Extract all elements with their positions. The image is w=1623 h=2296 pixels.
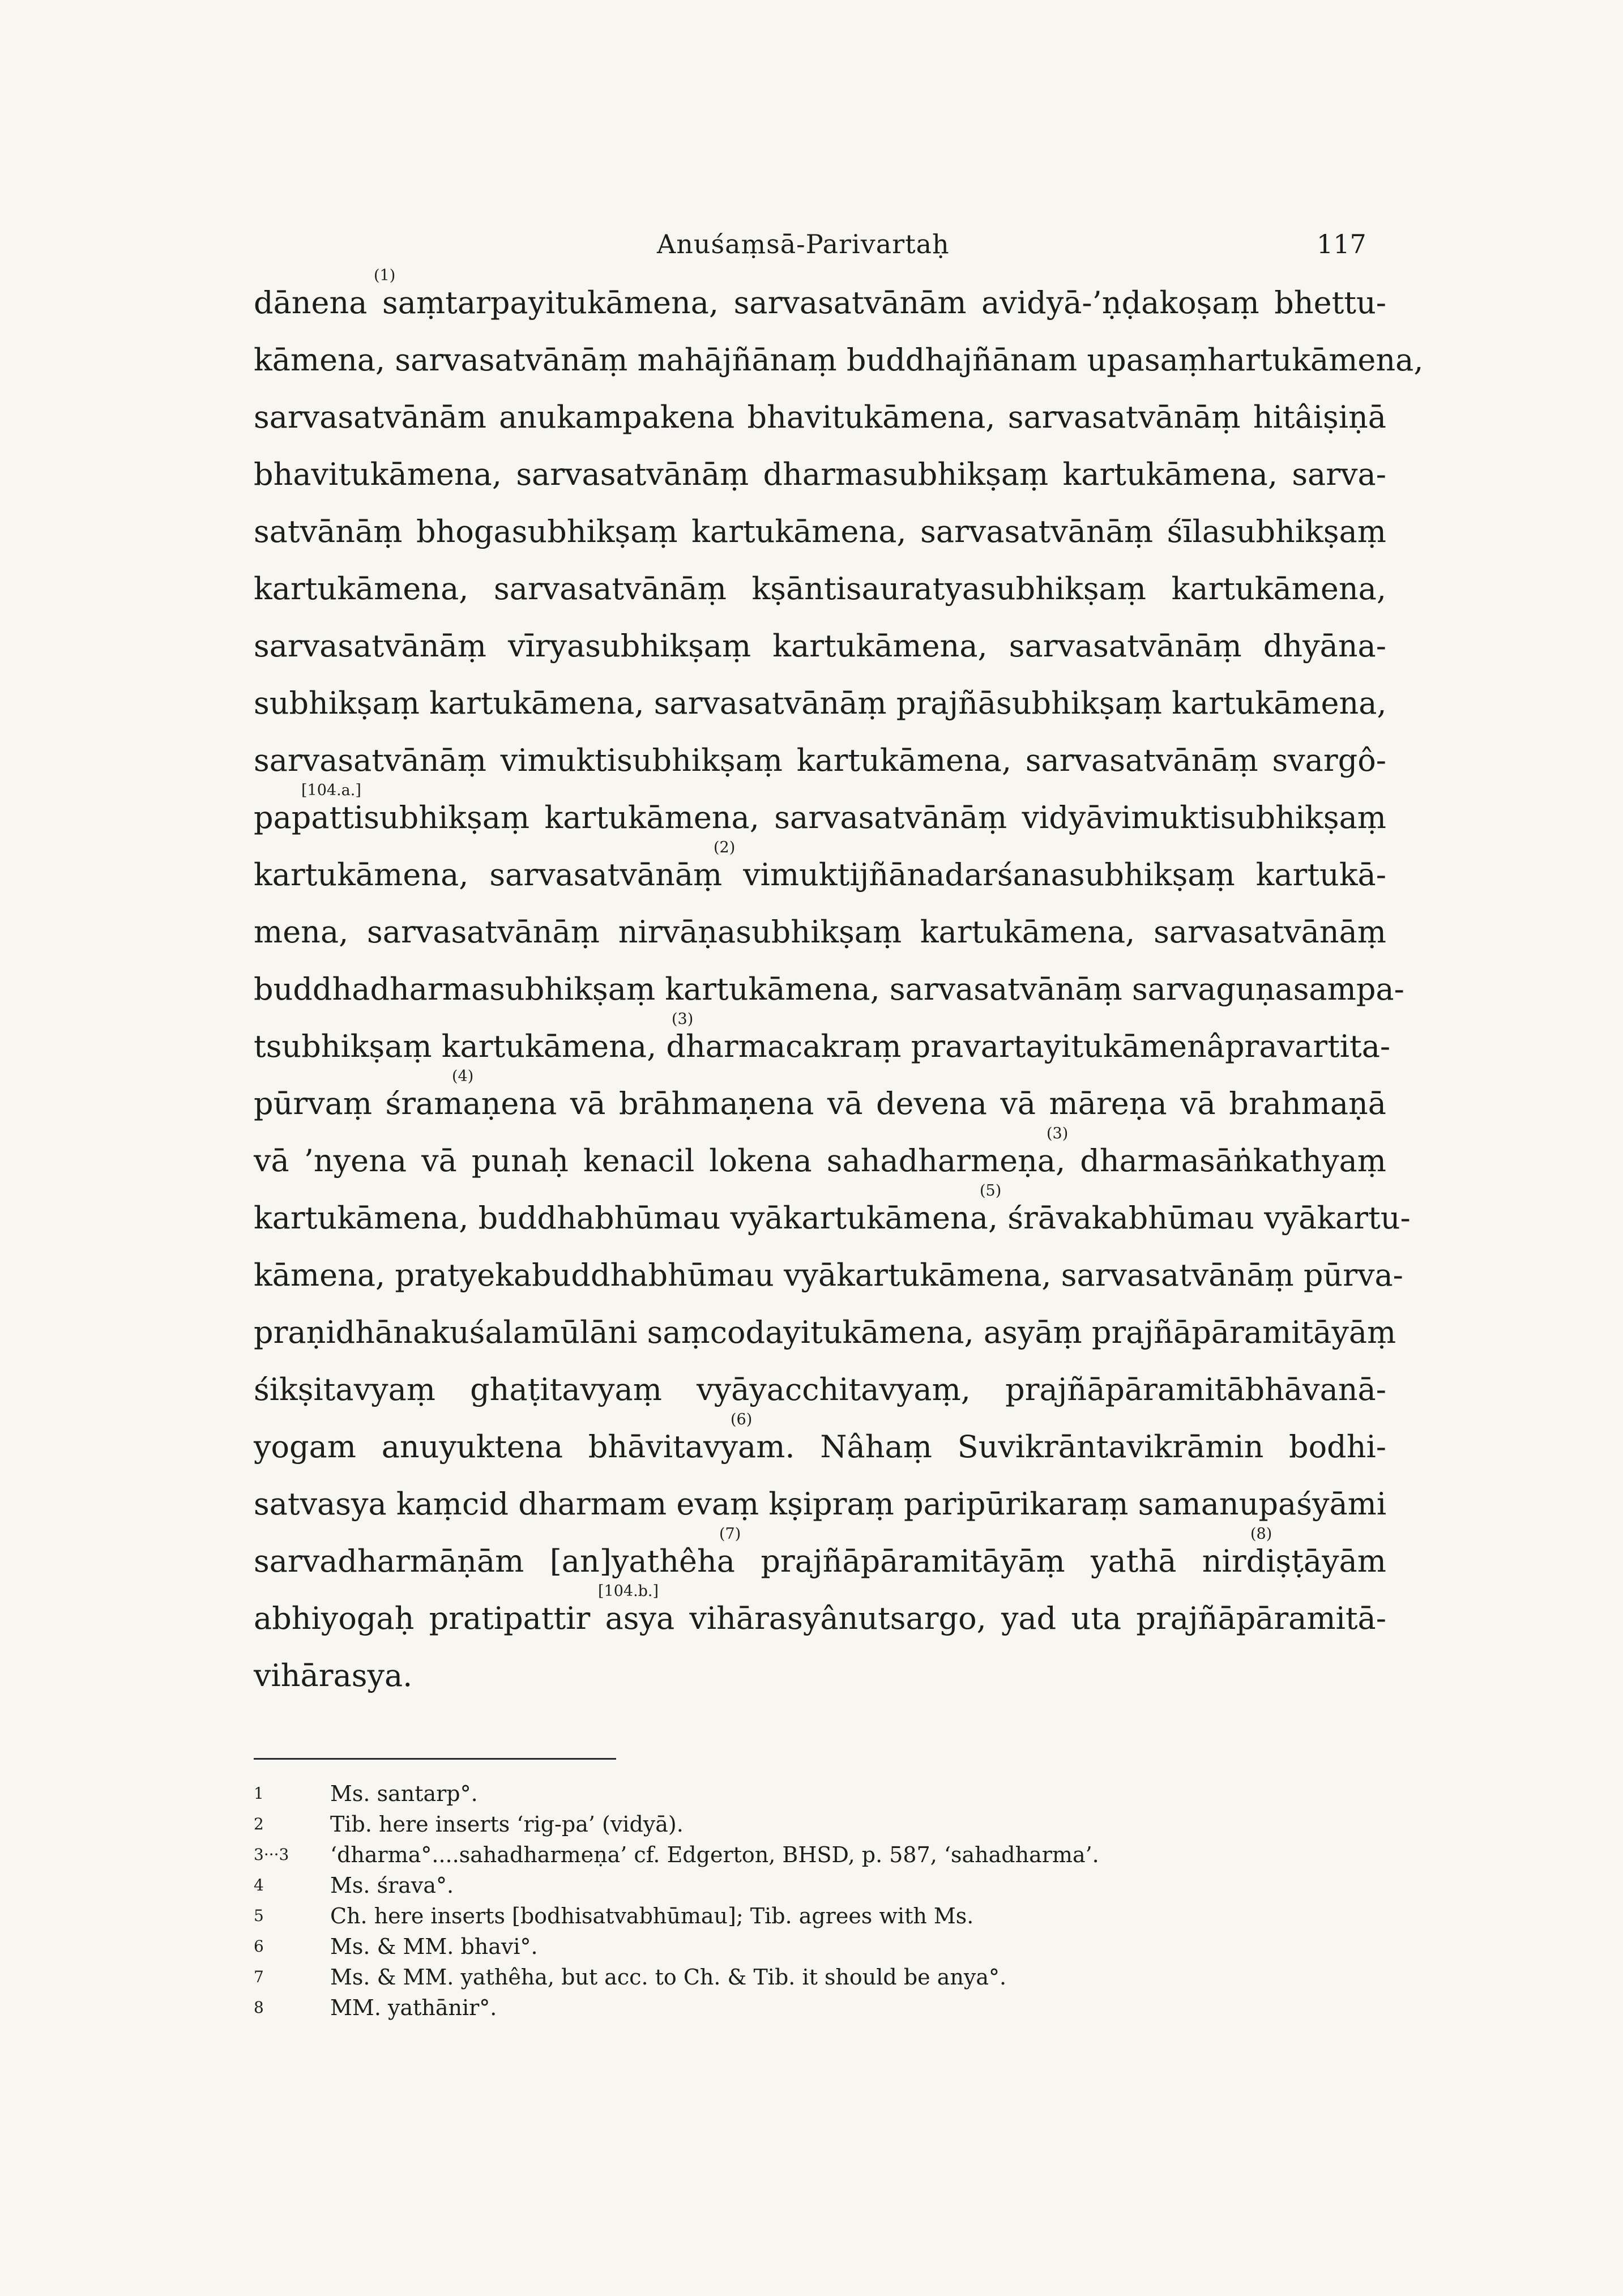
footnote-number: 7 [254,1968,264,1986]
line-text: kāmena, sarvasatvānāṃ mahājñānaṃ buddhajñānam upasaṃhartukāmena, [254,342,1424,378]
footnote-text: MM. yathānir°. [330,1995,497,2020]
footnote-number: 1 [254,1784,264,1803]
folio-marker: [104.a.] [301,782,361,799]
text-line [254,267,1386,331]
footnote-marker: (2) [714,839,736,856]
text-line [254,1525,1386,1590]
footnote-number: 4 [254,1876,264,1894]
text-line [254,1475,1386,1533]
text-line [254,1182,1411,1247]
footnote-text: ‘dharma°....sahadharmeṇa’ cf. Edgerton, BHSD, p. 587, ‘sahadharma’. [330,1842,1099,1867]
footnote-text: Ms. śrava°. [330,1873,454,1898]
footnote [254,1870,1386,1901]
text-line [254,1068,1386,1132]
footnote-text: Ch. here inserts [bodhisatvabhūmau]; Tib. agrees with Ms. [330,1904,974,1928]
line-text: sarvasatvānām anukampakena bhavitukāmena, sarvasatvānāṃ hitâiṣiṇā [254,399,1386,435]
text-line [254,560,1386,617]
text-line [254,389,1386,446]
footnote [254,1778,1386,1809]
text-line [254,1582,1386,1647]
text-line [254,732,1386,789]
text-line [254,331,1424,389]
footnote [254,1962,1386,1992]
running-head: Anuśaṃsā-Parivartaḥ [657,229,950,259]
footnote-number: 6 [254,1937,264,1956]
line-text: subhikṣaṃ kartukāmena, sarvasatvānāṃ prajñāsubhikṣaṃ kartukāmena, [254,685,1387,721]
text-line [254,617,1386,675]
text-line [254,1304,1396,1361]
line-text: śikṣitavyaṃ ghaṭitavyaṃ vyāyacchitavyaṃ, prajñāpāramitābhāvanā- [254,1372,1386,1407]
line-text: satvānāṃ bhogasubhikṣaṃ kartukāmena, sarvasatvānāṃ śīlasubhikṣaṃ [254,514,1386,549]
text-line [254,675,1386,732]
text-line [254,1125,1386,1189]
footnote [254,1931,1386,1962]
line-text: kartukāmena, sarvasatvānāṃ kṣāntisauratyasubhikṣaṃ kartukāmena, [254,571,1386,607]
line-text: dānena saṃtarpayitukāmena, sarvasatvānām avidyā-’ṇḍakoṣaṃ bhettu- [254,285,1386,321]
text-line [254,961,1404,1018]
line-text: vā ’nyena vā punaḥ kenacil lokena sahadharmeṇa, dharmasāṅkathyaṃ [254,1143,1386,1179]
footnote-marker: (6) [731,1411,753,1428]
page-number: 117 [1317,229,1366,259]
footnote-number: 8 [254,1998,264,2017]
footnote-marker: (3) [1047,1125,1069,1142]
footnote-marker: (5) [980,1182,1002,1200]
text-line [254,503,1386,560]
line-text: sarvadharmāṇām [an]yathêha prajñāpāramitāyāṃ yathā nirdiṣṭāyām [254,1543,1386,1579]
footnote-number: 2 [254,1815,264,1833]
footnote-text: Ms. & MM. bhavi°. [330,1934,538,1959]
footnotes [254,1778,1386,2023]
footnote-marker: (3) [672,1010,694,1028]
text-line [254,782,1386,846]
folio-marker: [104.b.] [598,1582,659,1600]
footnote [254,1901,1386,1931]
line-text: praṇidhānakuśalamūlāni saṃcodayitukāmena, asyāṃ prajñāpāramitāyāṃ [254,1315,1396,1350]
line-text: sarvasatvānāṃ vīryasubhikṣaṃ kartukāmena, sarvasatvānāṃ dhyāna- [254,628,1386,664]
line-text: abhiyogaḥ pratipattir asya vihārasyânutsargo, yad uta prajñāpāramitā- [254,1601,1386,1636]
line-text: kartukāmena, buddhabhūmau vyākartukāmena, śrāvakabhūmau vyākartu- [254,1200,1411,1236]
footnote-marker: (1) [374,267,396,284]
line-text: bhavitukāmena, sarvasatvānāṃ dharmasubhikṣaṃ kartukāmena, sarva- [254,456,1386,492]
footnote-marker: (7) [719,1525,741,1543]
footnote [254,1840,1386,1870]
line-text: kāmena, pratyekabuddhabhūmau vyākartukāmena, sarvasatvānāṃ pūrva- [254,1257,1403,1293]
line-text: vihārasya. [254,1658,413,1693]
text-line [254,1411,1386,1475]
footnote [254,1992,1386,2023]
footnote [254,1809,1386,1840]
footnote-text: Tib. here inserts ‘rig-pa’ (vidyā). [330,1812,684,1837]
line-text: buddhadharmasubhikṣaṃ kartukāmena, sarvasatvānāṃ sarvaguṇasampa- [254,971,1404,1007]
line-text: satvasya kaṃcid dharmam evaṃ kṣipraṃ paripūrikaraṃ samanupaśyāmi [254,1486,1387,1522]
text-line [254,903,1386,961]
footnote-number: 5 [254,1906,264,1925]
text-line [254,1010,1391,1075]
footnote-marker: (8) [1250,1525,1272,1543]
footnote-marker: (4) [452,1068,474,1085]
footnote-divider [254,1758,616,1760]
text-line [254,1647,1386,1704]
footnote-text: Ms. santarp°. [330,1781,478,1806]
text-line [254,446,1386,503]
line-text: sarvasatvānāṃ vimuktisubhikṣaṃ kartukāmena, sarvasatvānāṃ svargô- [254,742,1386,778]
text-line [254,839,1386,903]
footnote-text: Ms. & MM. yathêha, but acc. to Ch. & Tib. it should be anya°. [330,1965,1007,1990]
main-text [254,267,1424,1704]
line-text: papattisubhikṣaṃ kartukāmena, sarvasatvānāṃ vidyāvimuktisubhikṣaṃ [254,800,1386,835]
text-line [254,1247,1403,1304]
text-line [254,1361,1386,1418]
footnote-number: 3···3 [254,1845,289,1864]
line-text: mena, sarvasatvānāṃ nirvāṇasubhikṣaṃ kartukāmena, sarvasatvānāṃ [254,914,1386,950]
line-text: pūrvaṃ śramaṇena vā brāhmaṇena vā devena vā māreṇa vā brahmaṇā [254,1086,1386,1121]
line-text: tsubhikṣaṃ kartukāmena, dharmacakraṃ pravartayitukāmenâpravartita- [254,1028,1391,1064]
line-text: yogam anuyuktena bhāvitavyam. Nâhaṃ Suvikrāntavikrāmin bodhi- [254,1429,1386,1465]
line-text: kartukāmena, sarvasatvānāṃ vimuktijñānadarśanasubhikṣaṃ kartukā- [254,857,1386,893]
